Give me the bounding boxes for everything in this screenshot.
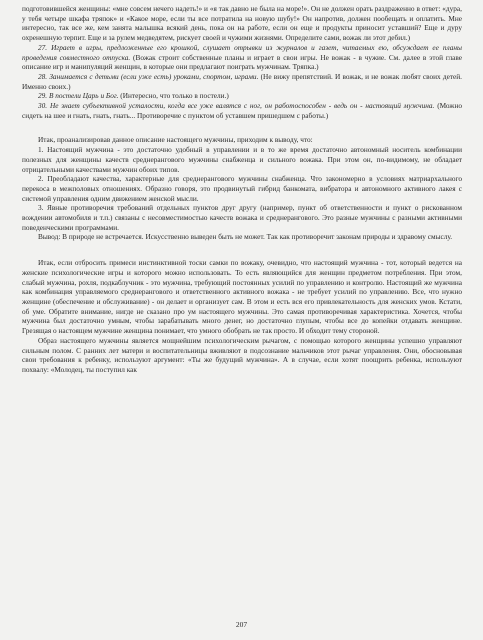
section-traits <box>22 4 462 120</box>
item-27-comment: (Вожак строит собственные планы и играет в свои игры. Не вожак - в чужие. См. далее в этой главе описание игр и манипуляций женщин, в которые они предлагают поиграть мужчинам. Тряпка.) <box>22 52 462 72</box>
item-30-claim: 30. Не знает субъективной усталости, когда все уже валятся с ног, он работоспособен - ведь он - настоящий мужчина. <box>38 101 435 111</box>
summary-paragraph-1: Итак, если отбросить примеси инстинктивной тоски самки по вожаку, очевидно, что настоящий мужчина - тот, который ведется на женские психологические игры и которого можно использовать. То есть являющийся для женщин предметом потребления. При этом, слабый мужчина, рохля, подкаблучник - это мужчина, требующий постоянных усилий по управлению и контролю. Настоящий же мужчина как комбинация управляемого среднерангового и ответственного активного вожака - не требует усилий по управлению. Все, что нужно женщине (обеспечение и обслуживание) - он делает и организует сам. В этом и есть вся его привлекательность для женских умов. Кстати, об уме. Обратите внимание, нигде не сказано про ум настоящего мужчины. Это самая противоречивая характеристика. Хочется, чтобы мужчина был достаточно умным, чтобы зарабатывать много денег, но достаточно глупым, чтобы все до копейки отдавать женщине. Грезящая о настоящем мужчине женщина понимает, что умного обобрать не так просто. И обходит тему стороной. <box>22 258 462 336</box>
paragraph-continuation: подготовившейся женщины: «мне совсем нечего надеть!» и «я так давно не была на море!». Он не должен орать раздраженно в ответ: «дура, у тебя четыре шкафа тряпок» и «Какое море, если ты все потратила на новую шубу!» Он напротив, должен пообещать и оплатить. Мне интересно, так все же, кем занята малышка всякий день, пока он на работе, если он еще и продукты приносит уставший? Еще и дуру охренешную терпит. Еще и за рулем медведятем, рискует своей и чужими жизнями. Определите сами, вожак ли этот дебил.) <box>22 4 462 43</box>
analysis-intro: Итак, проанализировав данное описание настоящего мужчины, приходим к выводу, что: <box>38 135 313 145</box>
item-29-comment: (Интересно, что только в постели.) <box>118 91 229 101</box>
analysis-conclusion: Вывод: В природе не встречается. Искусственно выведен быть не может. Так как противоречит законам природы и здравому смыслу. <box>38 232 453 242</box>
section-analysis <box>22 135 462 242</box>
paragraph-item-27 <box>22 43 462 72</box>
item-28-claim: 28. Занимается с детьми (если уже есть) уроками, спортом, играми. <box>38 71 259 81</box>
analysis-item-2: 2. Преобладают качества, характерные для среднерангового мужчины снабженца. Что закономерно в условиях матриархального перекоса в межполовых отношениях. Образно говоря, это продвинутый гибрид банкомата, вибратора и автономного активного лакея с системой управления одним движением женской мысли. <box>22 174 462 203</box>
analysis-item-1: 1. Настоящий мужчина - это достаточно удобный в управлении и в то же время достаточно автономный носитель комбинации полезных для женщины качеств среднерангового мужчины снабженца и сильного вожака. При этом он, по-видимому, не обладает отрицательными качествами мужчин обоих типов. <box>22 145 462 174</box>
section-summary <box>22 258 462 374</box>
paragraph-item-30 <box>22 101 462 120</box>
paragraph-item-29 <box>22 91 462 101</box>
item-28-comment: (Не вижу препятствий. И вожак, и не вожак любят своих детей. Именно своих.) <box>22 71 462 91</box>
analysis-item-3: 3. Явные противоречия требований отдельных пунктов друг другу (например, пункт об ответственности и пункт о рискованном вождении автомобиля и т.п.) связаны с несовместимостью качеств вожака и среднерангового. Это разные мужчины с разными активными поведенческими программами. <box>22 203 462 232</box>
item-30-comment: (Можно сидеть на шее и гнать, гнать, гнать... Противоречие с пунктом об уставшем пришедшем с работы.) <box>22 101 462 120</box>
document-page <box>22 4 462 636</box>
summary-paragraph-2: Образ настоящего мужчины является мощнейшим психологическим рычагом, с помощью которого женщины успешно управляют сильным полом. С ранних лет матери и воспитательницы вживляют в подсознание мальчиков этот рычаг управления. Они, обосновывая свои требования к ребенку, используют аргумент: «Ты же будущий мужчина». А в случае, если хотят поощрить ребенка, используют похвалу: «Молодец, ты поступил как <box>22 335 462 374</box>
paragraph-item-28 <box>22 72 462 91</box>
item-27-claim: 27. Играет в игры, предложенные его крошкой, слушает отрывки из журналов и газет, читаемых ею, обсуждает ее планы проведения совместного отпуска. <box>22 42 462 62</box>
page-number: 207 <box>235 620 248 629</box>
item-29-claim: 29. В постели Царь и Бог. <box>38 91 119 101</box>
